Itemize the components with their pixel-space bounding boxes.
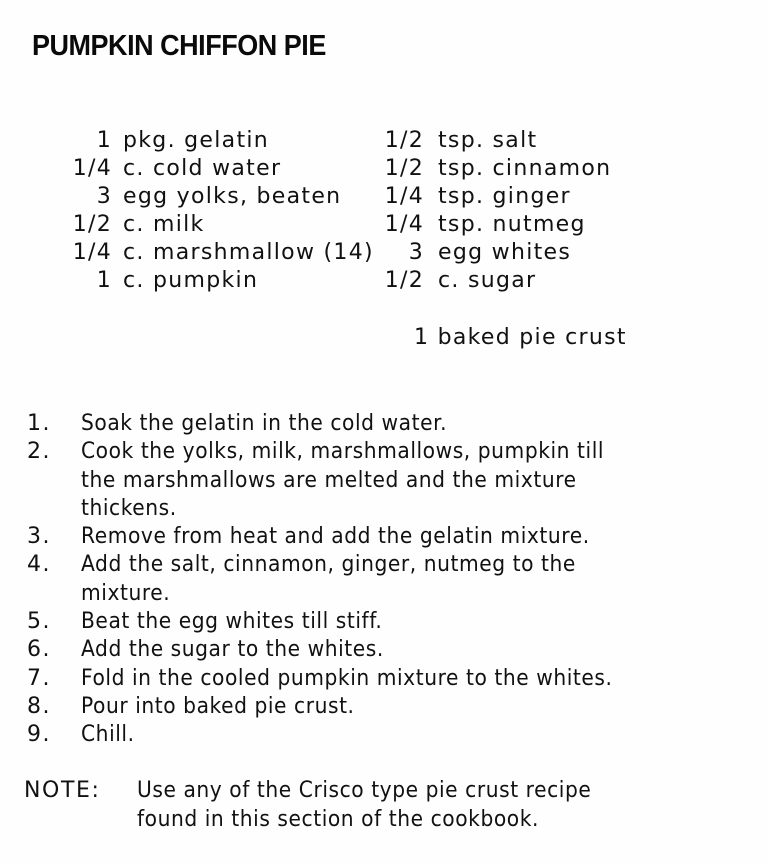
instruction-step [0,410,768,438]
ingredient-quantity: 1/4 [384,184,424,209]
step-line: Add the sugar to the whites. [81,637,384,663]
step-number: 7. [27,665,51,691]
ingredient-quantity: 1 [96,268,112,293]
step-number: 1. [27,411,51,436]
instruction-step [0,721,768,749]
ingredient-quantity: 3 [408,240,424,265]
ingredient-name: c. milk [123,212,205,237]
ingredient-quantity: 1/2 [384,268,424,293]
ingredient-name: egg yolks, beaten [123,184,342,209]
ingredient-quantity: 1/2 [384,128,424,153]
ingredient-quantity: 1/2 [72,212,112,237]
note-line: found in this section of the cookbook. [137,806,539,832]
step-text [81,636,679,664]
step-number: 2. [27,439,51,465]
recipe-note [0,777,768,834]
note-label: NOTE: [24,778,101,803]
ingredient-name: c. marshmallow (14) [123,240,374,265]
step-line: Pour into baked pie crust. [81,693,355,719]
instruction-step [0,438,768,523]
step-line: Cook the yolks, milk, marshmallows, pumpkin till [81,439,605,465]
pie-crust-ingredient: 1 baked pie crust [414,325,627,350]
ingredient-name: pkg. gelatin [123,128,270,153]
step-text [81,693,679,721]
ingredient-quantity: 1/4 [72,240,112,265]
ingredient-name: tsp. cinnamon [438,156,612,181]
step-number: 9. [27,722,51,748]
ingredient-quantity: 1 [96,128,112,153]
ingredient-quantity: 1/2 [384,156,424,181]
step-line: Add the salt, cinnamon, ginger, nutmeg to the [81,552,576,578]
step-line: mixture. [81,580,171,606]
step-line: Beat the egg whites till stiff. [81,609,383,635]
step-number: 5. [27,609,51,635]
instruction-step [0,636,768,664]
step-text [81,551,679,608]
step-text [81,438,679,523]
ingredient-name: tsp. nutmeg [438,212,586,237]
step-text [81,608,679,636]
recipe-title: PUMPKIN CHIFFON PIE [32,30,326,62]
ingredient-name: tsp. salt [438,128,538,153]
instructions-list [0,410,768,750]
step-number: 6. [27,637,51,663]
instruction-step [0,608,768,636]
ingredient-quantity: 3 [96,184,112,209]
ingredient-quantity: 1/4 [384,212,424,237]
ingredient-name: c. pumpkin [123,268,259,293]
step-line: the marshmallows are melted and the mixture [81,467,577,493]
ingredient-quantity: 1/4 [72,156,112,181]
instruction-step [0,551,768,608]
ingredient-name: egg whites [438,240,572,265]
step-number: 8. [27,693,51,719]
ingredient-name: tsp. ginger [438,184,571,209]
ingredient-name: c. cold water [123,156,282,181]
step-line: Soak the gelatin in the cold water. [81,411,448,436]
step-line: Chill. [81,722,135,748]
note-text [137,777,718,834]
instruction-step [0,693,768,721]
instruction-step [0,523,768,551]
step-line: Remove from heat and add the gelatin mixture. [81,524,590,550]
step-number: 4. [27,552,51,578]
step-text [81,665,679,693]
step-number: 3. [27,524,51,550]
step-text [81,523,679,551]
step-text [81,721,679,749]
note-line: Use any of the Crisco type pie crust recipe [137,778,592,803]
step-line: thickens. [81,495,177,521]
instruction-step [0,665,768,693]
ingredient-name: c. sugar [438,268,537,293]
step-line: Fold in the cooled pumpkin mixture to the whites. [81,665,613,691]
step-text [81,410,679,438]
